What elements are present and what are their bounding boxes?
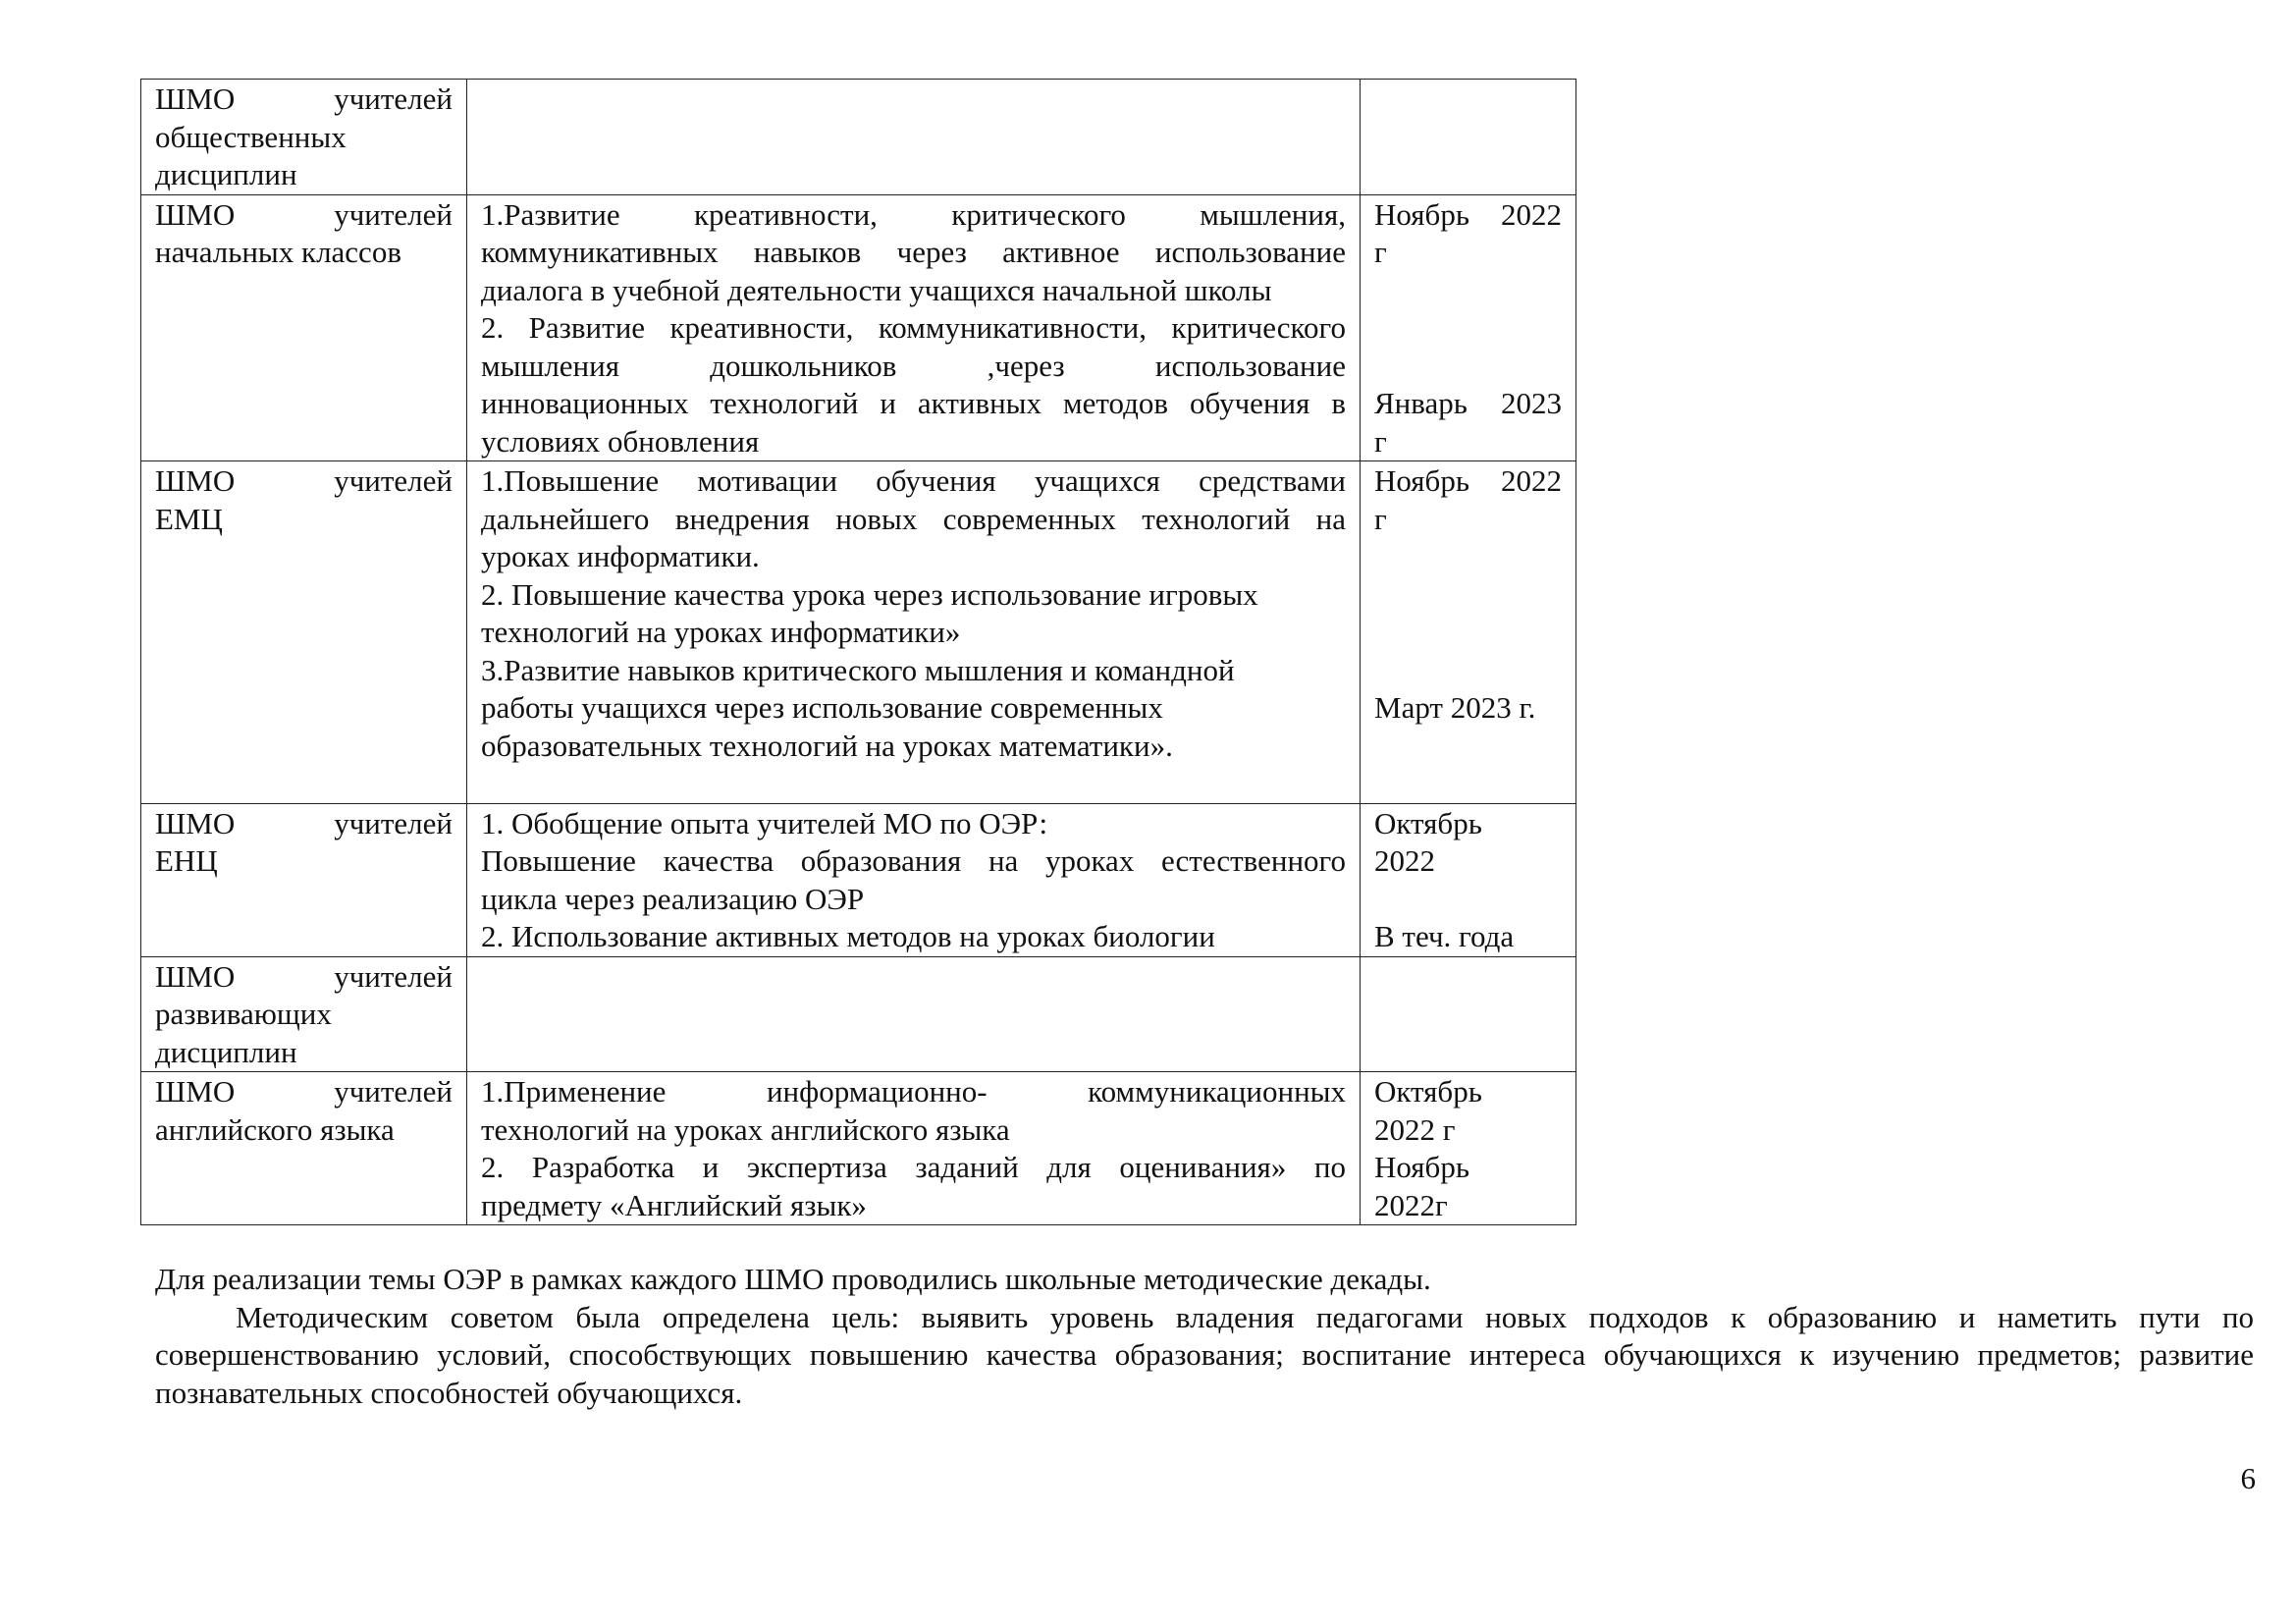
group-line: ШМО учителей [155,805,453,840]
date-spacer [1374,881,1562,919]
date-line: Ноябрь 2022 [1374,196,1562,232]
page-number: 6 [2240,1461,2256,1495]
dates-cell [1361,1072,1576,1225]
topic-line: коммуникативных навыков через активное использование [481,235,1346,269]
group-cell [141,956,467,1072]
topic-line: 1.Повышение мотивации обучения учащихся средствами [481,463,1346,498]
group-line: ШМО учителей [155,958,453,994]
topic-line: условиях обновления [481,423,760,459]
date-line: В теч. года [1374,919,1515,953]
methodical-plan-table [140,79,1576,1225]
topic-line: мышления дошкольников ,через использование [481,348,1346,383]
topic-line: 1.Развитие креативности, критического мышления, [481,196,1346,232]
topic-spacer [481,765,1346,803]
group-line: начальных классов [155,235,401,269]
date-line: 2022 г [1374,1111,1456,1147]
date-line: Ноябрь [1374,1150,1469,1184]
date-line: 2022 [1374,843,1435,878]
topic-line: уроках информатики. [481,539,760,573]
table-row [141,194,1576,461]
topic-line: работы учащихся через использование современных [481,690,1163,725]
group-line: ЕНЦ [155,843,218,878]
date-spacer [1374,348,1562,386]
group-cell [141,803,467,956]
group-line: ШМО учителей [155,463,453,498]
date-spacer [1374,538,1562,576]
group-line: дисциплин [155,157,297,191]
topic-line: цикла через реализацию ОЭР [481,881,865,916]
date-line: Ноябрь 2022 [1374,463,1562,498]
group-cell [141,80,467,195]
date-spacer [1374,272,1562,310]
topics-cell [467,1072,1361,1225]
date-line: Октябрь [1374,1074,1482,1109]
dates-cell [1361,803,1576,956]
topic-line: 2. Развитие креативности, коммуникативности, критического [481,310,1346,345]
dates-cell [1361,80,1576,195]
table-row [141,1072,1576,1225]
group-line: ШМО учителей [155,196,453,232]
topic-line: Повышение качества образования на уроках естественного [481,843,1346,878]
body-text [155,1261,2254,1412]
group-line: ЕМЦ [155,501,223,536]
group-line: ШМО учителей [155,1074,453,1109]
topics-cell [467,803,1361,956]
topics-cell [467,194,1361,461]
topic-line: 2. Повышение качества урока через использование игровых [481,576,1258,612]
group-cell [141,461,467,804]
date-line: г [1374,501,1387,536]
group-line: ШМО учителей [155,81,453,116]
date-line: Январь 2023 [1374,386,1562,420]
topic-line: 2. Разработка и экспертиза заданий для оценивания» по [481,1150,1346,1184]
group-line: английского языка [155,1111,395,1147]
topic-line: технологий на уроках английского языка [481,1111,1010,1147]
table-row [141,956,1576,1072]
topic-line: дальнейшего внедрения новых современных технологий на [481,501,1346,536]
dates-cell [1361,956,1576,1072]
topic-line: 2. Использование активных методов на уроках биологии [481,919,1215,953]
topic-line: 1.Применение информационно- коммуникационных [481,1074,1346,1109]
table-row [141,461,1576,804]
date-line: г [1374,235,1387,269]
topic-line: 3.Развитие навыков критического мышления и командной [481,652,1235,687]
table-row [141,803,1576,956]
date-line: г [1374,423,1387,459]
date-line: Март 2023 г. [1374,690,1536,725]
topic-line: предмету «Английский язык» [481,1187,867,1222]
date-spacer [1374,614,1562,652]
group-line: общественных [155,119,347,154]
topics-cell [467,80,1361,195]
topic-line: инновационных технологий и активных методов обучения в [481,386,1346,420]
group-cell [141,194,467,461]
group-cell [141,1072,467,1225]
date-spacer [1374,576,1562,615]
dates-cell [1361,194,1576,461]
paragraph-decades: Для реализации темы ОЭР в рамках каждого ШМО проводились школьные методические декады. [155,1262,1431,1296]
table-row [141,80,1576,195]
group-line: дисциплин [155,1034,297,1069]
date-spacer [1374,652,1562,690]
topics-cell [467,956,1361,1072]
date-spacer [1374,309,1562,348]
date-line: 2022г [1374,1187,1448,1222]
topic-line: образовательных технологий на уроках математики». [481,728,1173,763]
group-line: развивающих [155,997,332,1031]
date-line: Октябрь [1374,805,1482,840]
topic-line: 1. Обобщение опыта учителей МО по ОЭР: [481,805,1048,840]
paragraph-council-goal: Методическим советом была определена цель: выявить уровень владения педагогами новых подходов к образованию и наметить пути по совершенствованию условий, способствующих повышению качества образования; воспитание интереса обучающихся к изучению предметов; развитие познавательных способностей обучающихся. [155,1299,2254,1410]
topics-cell [467,461,1361,804]
topic-line: технологий на уроках информатики» [481,615,961,649]
dates-cell [1361,461,1576,804]
topic-line: диалога в учебной деятельности учащихся начальной школы [481,272,1272,307]
